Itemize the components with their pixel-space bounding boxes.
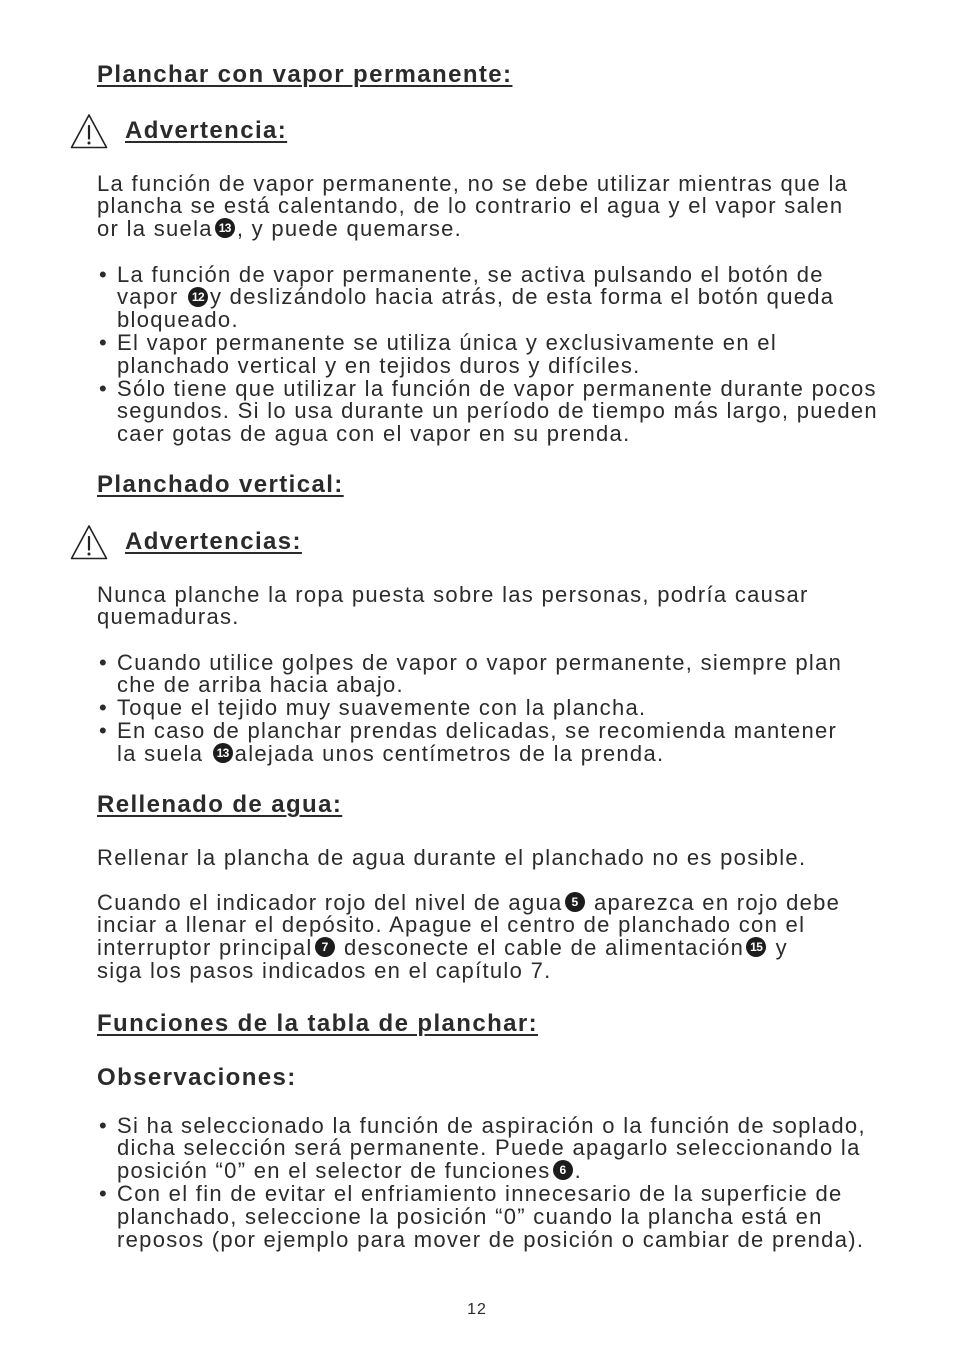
bullet-list [97,649,843,766]
text-line: planchado vertical y en tejidos duros y difíciles. [117,352,641,378]
text-line: El vapor permanente se utiliza única y exclusivamente en el [117,329,778,355]
bullet: • [99,1180,107,1206]
warning-title: Advertencia: [125,117,288,144]
warning-paragraph [97,170,849,242]
list-item [97,717,842,766]
part-number-badge: 12 [188,287,208,307]
text-segment: interruptor principal [97,935,313,961]
text-segment: posición “0” en el selector de funciones [117,1158,551,1184]
text-line: bloqueado. [117,307,239,333]
bullet-list [97,1112,866,1252]
text-segment: desconecte el cable de alimentación [336,935,745,961]
list-item [97,649,843,698]
text-line: La función de vapor permanente, no se debe utilizar mientras que la [97,170,849,196]
list-item [97,1112,866,1184]
bullet: • [99,649,107,675]
section-heading: Rellenado de agua: [97,791,343,818]
text-line: Toque el tejido muy suavemente con la plancha. [117,695,647,721]
bullet: • [99,375,107,401]
paragraph [97,889,841,983]
page-number: 12 [467,1301,487,1318]
text-line: inciar a llenar el depósito. Apague el centro de planchado con el [97,912,806,938]
bullet: • [99,717,107,743]
bullet: • [99,329,107,355]
text-segment: , y puede quemarse. [236,216,463,242]
text-segment: or la suela [97,216,213,242]
text-line: Cuando utilice golpes de vapor o vapor permanente, siempre plan [117,649,843,675]
text-segment: aparezca en rojo debe [586,889,841,915]
text-line: En caso de planchar prendas delicadas, se recomienda mantener [117,717,838,743]
list-item [97,375,878,447]
part-number-badge: 6 [553,1160,573,1180]
warning-paragraph [97,581,809,630]
text-line: Sólo tiene que utilizar la función de vapor permanente durante pocos [117,375,877,401]
text-line: Si ha seleccionado la función de aspiración o la función de soplado, [117,1112,866,1138]
text-line: caer gotas de agua con el vapor en su prenda. [117,421,631,447]
bullet-list [97,261,878,447]
text-segment: y [768,935,788,961]
text-line: quemaduras. [97,604,240,630]
part-number-badge: 13 [213,743,233,763]
part-number-badge: 5 [565,892,585,912]
section-heading: Planchar con vapor permanente: [97,61,513,88]
paragraph [97,844,807,870]
part-number-badge: 15 [746,937,766,957]
text-line: che de arriba hacia abajo. [117,672,404,698]
part-number-badge: 13 [215,218,235,238]
section-heading: Planchado vertical: [97,471,344,498]
text-line: planchado, seleccione la posición “0” cuando la plancha está en [117,1203,823,1229]
text-line: plancha se está calentando, de lo contrario el agua y el vapor salen [97,193,844,219]
text-line: Con el fin de evitar el enfriamiento innecesario de la superficie de [117,1180,843,1206]
list-item [97,1180,866,1252]
list-item [97,697,842,720]
text-line [117,740,842,766]
text-segment: Cuando el indicador rojo del nivel de agua [97,889,563,915]
text-segment: la suela [117,740,211,766]
section-heading: Funciones de la tabla de planchar: [97,1010,539,1037]
text-line: Nunca planche la ropa puesta sobre las personas, podría causar [97,581,809,607]
text-line: siga los pasos indicados en el capítulo 7. [97,957,552,983]
text-line [97,889,841,915]
bullet: • [99,1112,107,1138]
warning-triangle-icon [70,113,108,150]
text-line: reposos (por ejemplo para mover de posición o cambiar de prenda). [117,1226,865,1252]
text-segment: . [574,1158,582,1184]
bullet: • [99,695,107,721]
text-segment: vapor [117,284,186,310]
text-segment: y deslizándolo hacia atrás, de esta forma el botón queda [209,284,835,310]
warning-triangle-icon [70,524,108,561]
text-line: Rellenar la plancha de agua durante el planchado no es posible. [97,844,807,870]
text-line [97,218,848,241]
text-line: dicha selección será permanente. Puede apagarlo seleccionando la [117,1135,861,1161]
text-line: segundos. Si lo usa durante un período de tiempo más largo, pueden [117,398,878,424]
bullet: • [99,261,107,287]
text-line: La función de vapor permanente, se activa pulsando el botón de [117,261,824,287]
list-item [97,329,878,378]
text-line [97,937,840,960]
text-line [117,286,878,309]
subheading: Observaciones: [97,1064,297,1091]
part-number-badge: 7 [315,937,335,957]
list-item [97,261,878,333]
text-segment: alejada unos centímetros de la prenda. [234,740,665,766]
warning-title: Advertencias: [125,528,302,555]
text-line [117,1160,866,1183]
